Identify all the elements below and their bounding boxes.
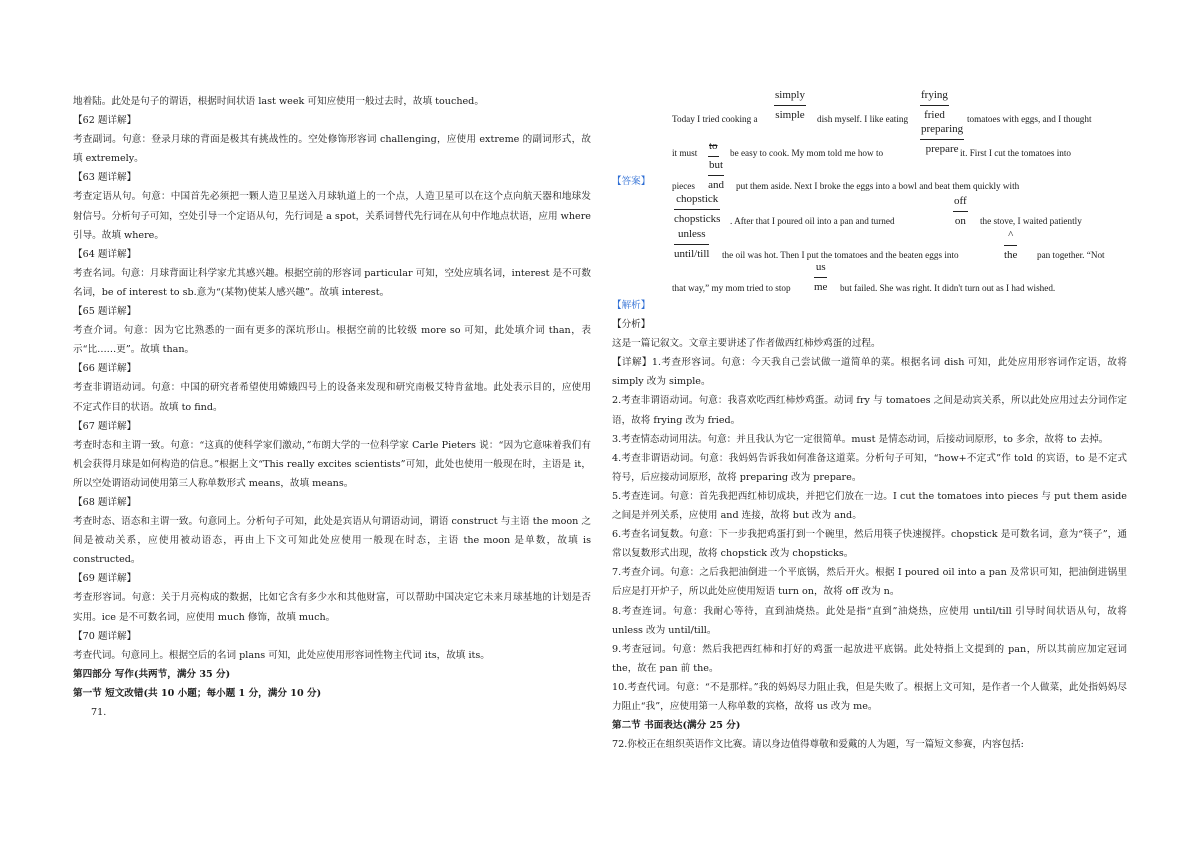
section-heading: 第一节 短文改错(共 10 小题；每小题 1 分，满分 10 分)	[73, 687, 322, 699]
section-heading: 第二节 书面表达(满分 25 分)	[612, 720, 741, 732]
paragraph: 【66 题详解】	[73, 363, 137, 375]
fig-text: Today I tried cooking a	[672, 114, 758, 124]
fig-text: pieces	[672, 181, 695, 191]
paragraph: 【分析】	[612, 319, 651, 331]
paragraph: 地着陆。此处是句子的谓语，根据时间状语 last week 可知应使用一般过去时，故填 touched。	[73, 96, 484, 107]
paragraph: 【解析】	[612, 300, 651, 311]
correction-mark: unless until/till	[674, 225, 709, 264]
correction-mark: chopstick chopsticks	[674, 190, 720, 229]
paragraph: 考查介词。句意：因为它比熟悉的一面有更多的深坑形山。根据空前的比较级 more so 可知，此处填介词 than，表示“比……更”。故填 than。	[73, 325, 591, 356]
section-heading: 第四部分 写作(共两节，满分 35 分)	[73, 668, 231, 680]
paragraph: 2.考查非谓语动词。句意：我喜欢吃西红柿炒鸡蛋。动词 fry 与 tomatoes 之间是动宾关系，所以此处应用过去分词作定语，故将 frying 改为 fried。	[612, 395, 1127, 426]
paragraph: 5.考查连词。句意：首先我把西红柿切成块，并把它们放在一边。I cut the tomatoes into pieces 与 put them aside 之间是并列关系，应使用 and 连接，故将 but 改为 and。	[612, 490, 1127, 522]
correction-mark: simply simple	[774, 86, 806, 125]
paragraph: 9.考查冠词。句意：然后我把西红柿和打好的鸡蛋一起放进平底锅。此处特指上文提到的 pan，所以其前应加定冠词 the，故在 pan 前 the。	[612, 643, 1127, 674]
correction-mark: preparing prepare	[920, 120, 964, 159]
paragraph: 考查代词。句意同上。根据空后的名词 plans 可知，此处应使用形容词性物主代词 its，故填 its。	[73, 649, 490, 661]
paragraph: 10.考查代词。句意：“不是那样。”我的妈妈尽力阻止我，但是失败了。根据上文可知，是作者一个人做菜，此处指妈妈尽力阻止“我”，应使用第一人称单数的宾格，故将 us 改为 me。	[612, 681, 1127, 712]
answer-label: 【答案】	[612, 176, 651, 187]
fig-text: it. First I cut the tomatoes into	[960, 148, 1072, 158]
analysis-text	[612, 296, 1127, 754]
paragraph: 考查副词。句意：登录月球的背面是极其有挑战性的。空处修饰形容词 challenging，应使用 extreme 的副词形式，故填 extremely。	[73, 134, 591, 165]
paragraph: 7.考查介词。句意：之后我把油倒进一个平底锅，然后开火。根据 I poured oil into a pan 及常识可知，把油倒进锅里后应是打开炉子，所以此处应使用短语 turn on，故将 off 改为 n。	[612, 567, 1127, 598]
fig-text: the oil was hot. Then I put the tomatoes and the beaten eggs into	[722, 250, 959, 260]
paragraph: 71.	[91, 707, 107, 718]
fig-text: dish myself. I like eating	[817, 114, 909, 124]
paragraph: 考查非谓语动词。句意：中国的研究者希望使用嫦娥四号上的设备来发现和研究南极艾特肯盆地。此处表示目的，应使用不定式作目的状语。故填 to find。	[73, 382, 591, 413]
paragraph: 考查时态、语态和主谓一致。句意同上。分析句子可知，此处是宾语从句谓语动词，谓语 construct 与主语 the moon 之间是被动关系，应使用被动语态，再由上下文可知此处应使用一般现在时态，主语 the moon 是单数，故填 is constructed。	[73, 516, 591, 566]
correction-mark: but and	[708, 156, 724, 195]
paragraph: 【68 题详解】	[73, 496, 137, 508]
left-column	[73, 92, 591, 722]
paragraph: 【64 题详解】	[73, 248, 137, 260]
correction-mark: ^ the	[1004, 226, 1017, 265]
paragraph: 考查名词。句意：月球背面让科学家尤其感兴趣。根据空前的形容词 particular 可知，空处应填名词，interest 是不可数名词，be of interest to sb.意为“(某物)使某人感兴趣”。故填 interest。	[73, 267, 591, 298]
correction-mark: us me	[814, 258, 827, 297]
correction-mark: frying fried	[920, 86, 949, 125]
paragraph: 【详解】1.考查形容词。句意：今天我自己尝试做一道简单的菜。根据名词 dish 可知，此处应用形容词作定语，故将 simply 改为 simple。	[612, 357, 1127, 388]
fig-text: tomatoes with eggs, and I thought	[967, 114, 1092, 124]
fig-text: it must	[672, 148, 698, 158]
paragraph: 【62 题详解】	[73, 115, 137, 127]
paragraph: 这是一篇记叙文。文章主要讲述了作者做西红柿炒鸡蛋的过程。	[612, 338, 881, 350]
paragraph: 4.考查非谓语动词。句意：我妈妈告诉我如何准备这道菜。分析句子可知，“how+不定式”作 told 的宾语，to 是不定式符号，后应接动词原形，故将 preparing 改为 prepare。	[612, 452, 1127, 483]
paragraph: 【63 题详解】	[73, 172, 137, 184]
paragraph: 8.考查连词。句意：我耐心等待，直到油烧热。此处是指“直到”油烧热，应使用 until/till 引导时间状语从句，故将 unless 改为 until/till。	[612, 605, 1127, 636]
paragraph: 【65 题详解】	[73, 306, 137, 318]
fig-text: that way,” my mom tried to stop	[672, 283, 791, 293]
paragraph: 【70 题详解】	[73, 630, 137, 642]
fig-text: put them aside. Next I broke the eggs into a bowl and beat them quickly with	[736, 181, 1020, 191]
paragraph: 6.考查名词复数。句意：下一步我把鸡蛋打到一个碗里，然后用筷子快速搅拌。chopstick 是可数名词，意为“筷子”，通常以复数形式出现，故将 chopstick 改为 chopsticks。	[612, 529, 1127, 560]
paragraph: 考查时态和主谓一致。句意：“这真的使科学家们激动，”布朗大学的一位科学家 Carle Pieters 说：“因为它意味着我们有机会获得月球是如何构造的信息。”根据上文“This really excites scientists”可知，此处也使用一般现在时，主语是 it，所以空处谓语动词使用第三人称单数形式 means，故填 means。	[73, 439, 591, 489]
right-column	[612, 89, 1127, 754]
paragraph: 72.你校正在组织英语作文比赛。请以身边值得尊敬和爱戴的人为题，写一篇短文参赛，内容包括:	[612, 739, 1024, 751]
fig-text: . After that I poured oil into a pan and turned	[730, 216, 895, 226]
fig-text: the stove, I waited patiently	[980, 216, 1082, 226]
paragraph: 考查定语从句。句意：中国首先必须把一颗人造卫星送入月球轨道上的一个点，人造卫星可以在这个点向航天器和地球发射信号。分析句子可知，空处引导一个定语从句，先行词是 a spot，关系词替代先行词在从句中作地点状语，应用 where 引导。故填 where。	[73, 191, 591, 241]
paragraph: 考查形容词。句意：关于月亮构成的数据，比如它含有多少水和其他财富，可以帮助中国决定它未来月球基地的计划是否实用。ice 是不可数名词，应使用 much 修饰，故填 much。	[73, 592, 591, 623]
correction-mark: to	[708, 137, 719, 157]
paragraph: 【67 题详解】	[73, 420, 137, 432]
fig-text: pan together. “Not	[1037, 250, 1105, 260]
correction-mark: off on	[953, 192, 968, 231]
fig-text: but failed. She was right. It didn't turn out as I had wished.	[840, 283, 1056, 293]
paragraph: 3.考查情态动词用法。句意：并且我认为它一定很简单。must 是情态动词，后接动词原形，to 多余，故将 to 去掉。	[612, 433, 1109, 445]
paragraph: 【69 题详解】	[73, 573, 137, 585]
fig-text: be easy to cook. My mom told me how to	[730, 148, 884, 158]
correction-figure	[612, 88, 1127, 296]
